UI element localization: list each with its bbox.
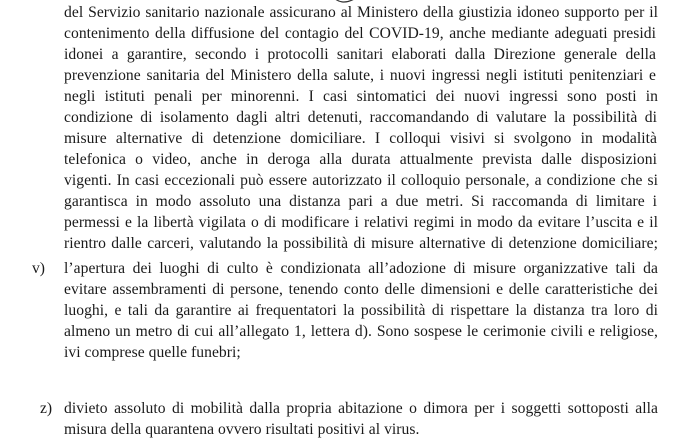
- list-item-z-line: divieto assoluto di mobilità dalla propria abitazione o dimora per i soggetti sottoposti alla: [64, 400, 658, 417]
- paragraph-line: vigenti. In casi eccezionali può essere autorizzato il colloquio personale, a condizione che si: [64, 172, 658, 189]
- paragraph-line: negli istituti penali per minorenni. I casi sintomatici dei nuovi ingressi sono posti in: [64, 88, 658, 105]
- list-item-v-line: l’apertura dei luoghi di culto è condizionata all’adozione di misure organizzative tali da: [64, 260, 658, 277]
- paragraph-line: misure alternative di detenzione domiciliare. I colloqui visivi si svolgono in modalità: [64, 130, 657, 147]
- paragraph-line: prevenzione sanitaria del Ministero della salute, i nuovi ingressi negli istituti penitenziari e: [64, 67, 656, 84]
- list-item-v-line: luoghi, e tali da garantire ai frequentatori la possibilità di rispettare la distanza tra loro di: [64, 302, 658, 319]
- paragraph-line: del Servizio sanitario nazionale assicurano al Ministero della giustizia idoneo supporto per il: [64, 4, 658, 21]
- list-item-z-line: misura della quarantena ovvero risultati positivi al virus.: [64, 421, 420, 438]
- list-item-v-line: evitare assembramenti di persone, tenendo conto delle dimensioni e delle caratteristiche dei: [64, 281, 658, 298]
- list-item-v-line: ivi comprese quelle funebri;: [64, 344, 241, 361]
- list-marker-z: z): [40, 400, 53, 417]
- paragraph-line: contenimento della diffusione del contagio del COVID-19, anche mediante adeguati presidi: [64, 25, 656, 42]
- paragraph-line: telefonica o video, anche in deroga alla durata attualmente prevista dalle disposizioni: [64, 151, 657, 168]
- list-item-v-line: almeno un metro di cui all’allegato 1, lettera d). Sono sospese le cerimonie civili e religiose,: [64, 323, 658, 340]
- list-marker-v: v): [32, 260, 45, 277]
- paragraph-line: idonei a garantire, secondo i protocolli sanitari elaborati dalla Direzione generale della: [64, 46, 656, 63]
- paragraph-line: rientro dalle carceri, valutando la possibilità di misure alternative di detenzione domiciliare;: [64, 235, 658, 252]
- paragraph-line: condizione di isolamento dagli altri detenuti, raccomandando di valutare la possibilità di: [64, 109, 657, 126]
- paragraph-line: garantisca in modo assoluto una distanza pari a due metri. Si raccomanda di limitare i: [64, 193, 657, 210]
- paragraph-line: permessi e la libertà vigilata o di modificare i relativi regimi in modo da evitare l’uscita e il: [64, 214, 658, 231]
